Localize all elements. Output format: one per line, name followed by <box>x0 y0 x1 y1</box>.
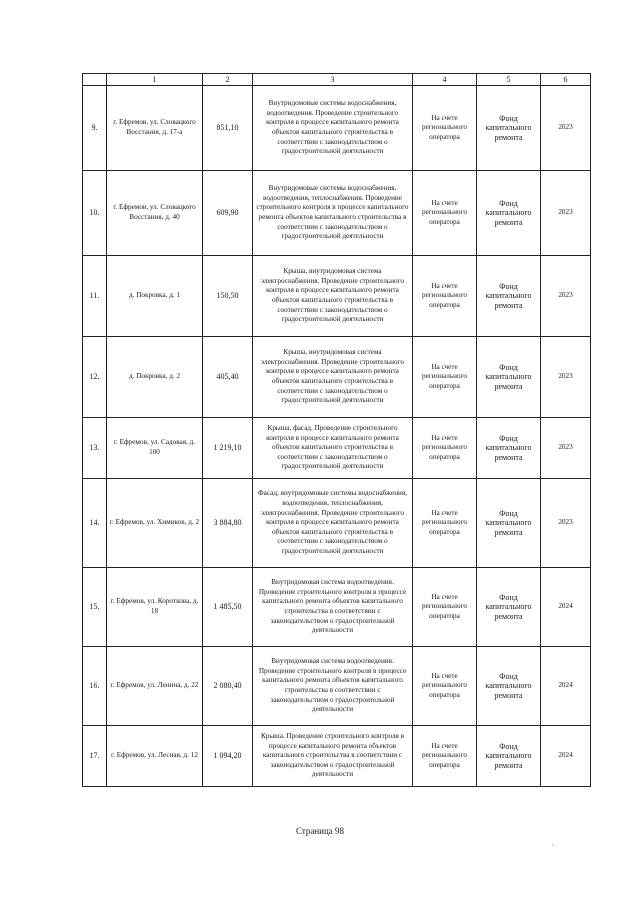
row-number: 14. <box>83 479 107 568</box>
fund-cell: Фонд капитального ремонта <box>477 256 541 337</box>
page-number: Страница 98 <box>295 826 345 836</box>
account-cell: На счете регионального оператора <box>413 647 477 726</box>
row-number: 15. <box>83 568 107 647</box>
address-cell: г. Ефремов, ул. Ленина, д. 22 <box>107 647 203 726</box>
fund-cell: Фонд капитального ремонта <box>477 418 541 479</box>
works-cell: Крыша, внутридомовая система электроснабжения. Проведение строительного контроля в процессе капитального ремонта объектов капитального строительства в соответствии с законодательством о градостроительной деятельности <box>253 256 413 337</box>
year-cell: 2023 <box>541 479 591 568</box>
area-cell: 609,90 <box>203 171 253 256</box>
row-number: 10. <box>83 171 107 256</box>
year-cell: 2024 <box>541 726 591 787</box>
account-cell: На счете регионального оператора <box>413 171 477 256</box>
works-cell: Крыша. Проведение строительного контроля в процессе капитального ремонта объектов капитального строительства в соответствии с законодательством о градостроительной деятельности <box>253 726 413 787</box>
year-cell: 2023 <box>541 256 591 337</box>
account-cell: На счете регионального оператора <box>413 726 477 787</box>
area-cell: 851,10 <box>203 86 253 171</box>
year-cell: 2023 <box>541 418 591 479</box>
area-cell: 150,50 <box>203 256 253 337</box>
account-cell: На счете регионального оператора <box>413 479 477 568</box>
header-cell: 1 <box>107 74 203 86</box>
address-cell: д. Покровка, д. 2 <box>107 337 203 418</box>
works-cell: Фасад, внутридомовые системы водоснабжения, водоотведения, теплоснабжения, электроснабжения. Проведение строительного контроля в процессе капитального ремонта объектов капитального строительства в соответствии с законодательством о градостроительной деятельности <box>253 479 413 568</box>
header-cell: 5 <box>477 74 541 86</box>
table-row <box>83 337 591 418</box>
table-row <box>83 726 591 787</box>
address-cell: г. Ефремов, ул. Лесная, д. 12 <box>107 726 203 787</box>
account-cell: На счете регионального оператора <box>413 256 477 337</box>
year-cell: 2023 <box>541 171 591 256</box>
address-cell: д. Покровка, д. 1 <box>107 256 203 337</box>
area-cell: 2 080,40 <box>203 647 253 726</box>
header-cell: 3 <box>253 74 413 86</box>
header-cell: 2 <box>203 74 253 86</box>
table-row <box>83 647 591 726</box>
area-cell: 1 219,10 <box>203 418 253 479</box>
fund-cell: Фонд капитального ремонта <box>477 568 541 647</box>
row-number: 12. <box>83 337 107 418</box>
works-cell: Крыша, внутридомовая система электроснабжения. Проведение строительного контроля в процессе капитального ремонта объектов капитального строительства в соответствии с законодательством о градостроительной деятельности <box>253 337 413 418</box>
area-cell: 1 094,20 <box>203 726 253 787</box>
address-cell: г. Ефремов, ул. Химиков, д. 2 <box>107 479 203 568</box>
address-cell: г. Ефремов, ул. Словацкого Восстания, д. 40 <box>107 171 203 256</box>
scan-mark: . <box>552 838 554 847</box>
works-cell: Крыша, фасад. Проведение строительного контроля в процессе капитального ремонта объектов капитального строительства в соответствии с законодательством о градостроительной деятельности <box>253 418 413 479</box>
works-cell: Внутридомовая система водоотведения. Проведение строительного контроля в процессе капитального ремонта объектов капитального строительства в соответствии с законодательством о градостроительной деятельности <box>253 647 413 726</box>
table-row <box>83 418 591 479</box>
row-number: 11. <box>83 256 107 337</box>
area-cell: 405,40 <box>203 337 253 418</box>
fund-cell: Фонд капитального ремонта <box>477 86 541 171</box>
address-cell: г. Ефремов, ул. Словацкого Восстания, д. 17-а <box>107 86 203 171</box>
row-number: 16. <box>83 647 107 726</box>
area-cell: 1 485,50 <box>203 568 253 647</box>
table-row <box>83 86 591 171</box>
fund-cell: Фонд капитального ремонта <box>477 479 541 568</box>
header-cell-num <box>83 74 107 86</box>
row-number: 13. <box>83 418 107 479</box>
year-cell: 2023 <box>541 86 591 171</box>
table-row <box>83 568 591 647</box>
fund-cell: Фонд капитального ремонта <box>477 726 541 787</box>
header-cell: 4 <box>413 74 477 86</box>
account-cell: На счете регионального оператора <box>413 337 477 418</box>
works-cell: Внутридомовая система водоотведения. Проведение строительного контроля в процессе капитального ремонта объектов капитального строительства в соответствии с законодательством о градостроительной деятельности <box>253 568 413 647</box>
year-cell: 2024 <box>541 647 591 726</box>
works-table <box>82 73 591 787</box>
fund-cell: Фонд капитального ремонта <box>477 171 541 256</box>
area-cell: 3 884,80 <box>203 479 253 568</box>
row-number: 17. <box>83 726 107 787</box>
account-cell: На счете регионального оператора <box>413 86 477 171</box>
year-cell: 2024 <box>541 568 591 647</box>
fund-cell: Фонд капитального ремонта <box>477 647 541 726</box>
header-cell: 6 <box>541 74 591 86</box>
table-row <box>83 479 591 568</box>
table-header-row <box>83 74 591 86</box>
works-cell: Внутридомовые системы водоснабжения, водоотведения, теплоснабжения. Проведение строительного контроля в процессе капитального ремонта объектов капитального строительства в соответствии с законодательством о градостроительной деятельности <box>253 171 413 256</box>
account-cell: На счете регионального оператора <box>413 568 477 647</box>
works-cell: Внутридомовые системы водоснабжения, водоотведения. Проведение строительного контроля в процессе капитального ремонта объектов капитального строительства в соответствии с законодательством о градостроительной деятельности <box>253 86 413 171</box>
table-row <box>83 256 591 337</box>
address-cell: г. Ефремов, ул. Короткова, д. 18 <box>107 568 203 647</box>
row-number: 9. <box>83 86 107 171</box>
fund-cell: Фонд капитального ремонта <box>477 337 541 418</box>
year-cell: 2023 <box>541 337 591 418</box>
account-cell: На счете регионального оператора <box>413 418 477 479</box>
table-row <box>83 171 591 256</box>
address-cell: г. Ефремов, ул. Садовая, д. 100 <box>107 418 203 479</box>
